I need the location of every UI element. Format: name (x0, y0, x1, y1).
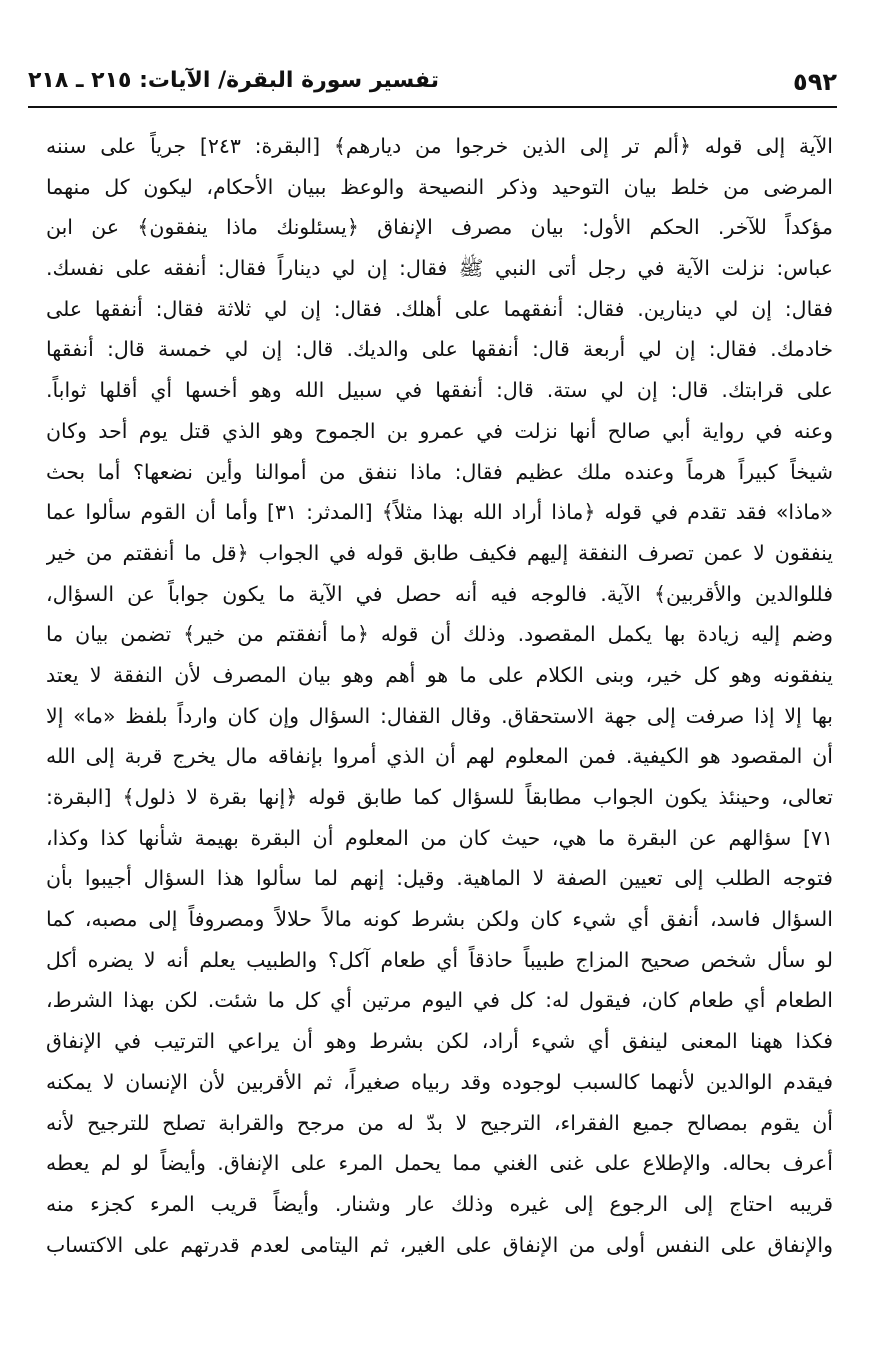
text-line: ٧١] سؤالهم عن البقرة ما هي، حيث كان من المعلوم أن البقرة بهيمة شأنها كذا وكذا، (46, 825, 833, 850)
text-line: أن يقوم بمصالح جميع الفقراء، الترجيح لا بدّ له من مرجح والقرابة تصلح للترجيح لأنه (46, 1110, 833, 1135)
text-line: وضم إليه زيادة بها يكمل المقصود. وذلك أن قوله ﴿ما أنفقتم من خير﴾ تضمن بيان ما (46, 622, 833, 647)
text-line: قريبه احتاج إلى الرجوع إلى غيره وذلك عار وشنار. وأيضاً قريب المرء كجزء منه (46, 1191, 833, 1216)
text-line: فقال: إن لي دينارين. فقال: أنفقهما على أهلك. فقال: إن لي ثلاثة فقال: أنفقها على (46, 296, 833, 321)
running-title: تفسير سورة البقرة/ الآيات: ٢١٥ ـ ٢١٨ (28, 68, 439, 93)
text-line: السؤال فاسد، أنفق أي شيء كان ولكن بشرط كونه مالاً حلالاً ومصروفاً إلى مصبه، كما (46, 907, 833, 932)
text-line: لو سأل شخص صحيح المزاج طبيباً حاذقاً أي طعام آكل؟ والطبيب يعلم أنه لا يضره أكل (46, 947, 833, 972)
text-line: شيخاً كبيراً هرماً وعنده ملك عظيم فقال: ماذا ننفق من أموالنا وأين نضعها؟ أما بحث (46, 459, 833, 484)
text-line: خادمك. فقال: إن لي أربعة قال: أنفقها على والديك. قال: إن لي خمسة قال: أنفقها (46, 337, 833, 362)
page-header (28, 60, 837, 108)
text-line: الطعام أي طعام كان، فيقول له: كل في اليوم مرتين أي كل ما شئت. لكن بهذا الشرط، (46, 988, 833, 1013)
text-line: على قرابتك. قال: إن لي ستة. قال: أنفقها في سبيل الله وهو أخسها أي أقلها ثواباً. (46, 378, 833, 403)
body-text (46, 126, 833, 1265)
text-line: وعنه في رواية أبي صالح أنها نزلت في عمرو بن الجموح وهو الذي قتل يوم أحد وكان (46, 418, 833, 443)
text-line: أن المقصود هو الكيفية. فمن المعلوم لهم أن الذي أمروا بإنفاقه مال يخرج قربة إلى الله (46, 744, 833, 769)
text-line: ينفقون لا عمن تصرف النفقة إليهم فكيف طابق قوله في الجواب ﴿قل ما أنفقتم من خير (46, 540, 833, 565)
text-line: عباس: نزلت الآية في رجل أتى النبي ﷺ فقال: إن لي ديناراً فقال: أنفقه على نفسك. (46, 256, 833, 281)
text-line: فكذا ههنا المعنى لينفق أي شيء أراد، لكن بشرط وهو أن يراعي الترتيب في الإنفاق (46, 1029, 833, 1054)
text-line: المرضى من خلط بيان التوحيد وذكر النصيحة والوعظ ببيان الأحكام، ليكون كل منهما (46, 174, 833, 199)
text-line: بها إلا إذا صرفت إلى جهة الاستحقاق. وقال القفال: السؤال وإن كان وارداً بلفظ «ما» إلا (46, 703, 833, 728)
text-line: والإنفاق على النفس أولى من الإنفاق على الغير، ثم اليتامى لعدم قدرتهم على الاكتساب (46, 1232, 833, 1257)
page-number: ٥٩٢ (793, 68, 837, 96)
text-line: الآية إلى قوله ﴿ألم تر إلى الذين خرجوا من ديارهم﴾ [البقرة: ٢٤٣] جرياً على سننه (46, 134, 833, 158)
text-line: فللوالدين والأقربين﴾ الآية. فالوجه فيه أنه حصل في الآية ما يكون جواباً عن السؤال، (46, 581, 833, 606)
text-line: مؤكداً للآخر. الحكم الأول: بيان مصرف الإنفاق ﴿يسئلونك ماذا ينفقون﴾ عن ابن (46, 215, 833, 240)
text-line: ينفقونه وهو كل خير، وبنى الكلام على ما هو أهم وهو بيان المصرف لأن النفقة لا يعتد (46, 662, 833, 687)
text-line: «ماذا» فقد تقدم في قوله ﴿ماذا أراد الله بهذا مثلاً﴾ [المدثر: ٣١] وأما أن القوم سألوا عما (46, 500, 833, 525)
text-line: فيقدم الوالدين لأنهما كالسبب لوجوده وقد ربياه صغيراً، ثم الأقربين لأن الإنسان لا يمكنه (46, 1069, 833, 1094)
text-line: تعالى، وحينئذ يكون الجواب مطابقاً للسؤال كما طابق قوله ﴿إنها بقرة لا ذلول﴾ [البقرة: (46, 785, 833, 809)
text-line: أعرف بحاله. والإطلاع على غنى الغني مما يحمل المرء على الإنفاق. وأيضاً لو لم يعطه (46, 1151, 833, 1176)
text-line: فتوجه الطلب إلى تعيين الصفة لا الماهية. وقيل: إنهم لما سألوا هذا السؤال أجيبوا بأن (46, 866, 833, 891)
